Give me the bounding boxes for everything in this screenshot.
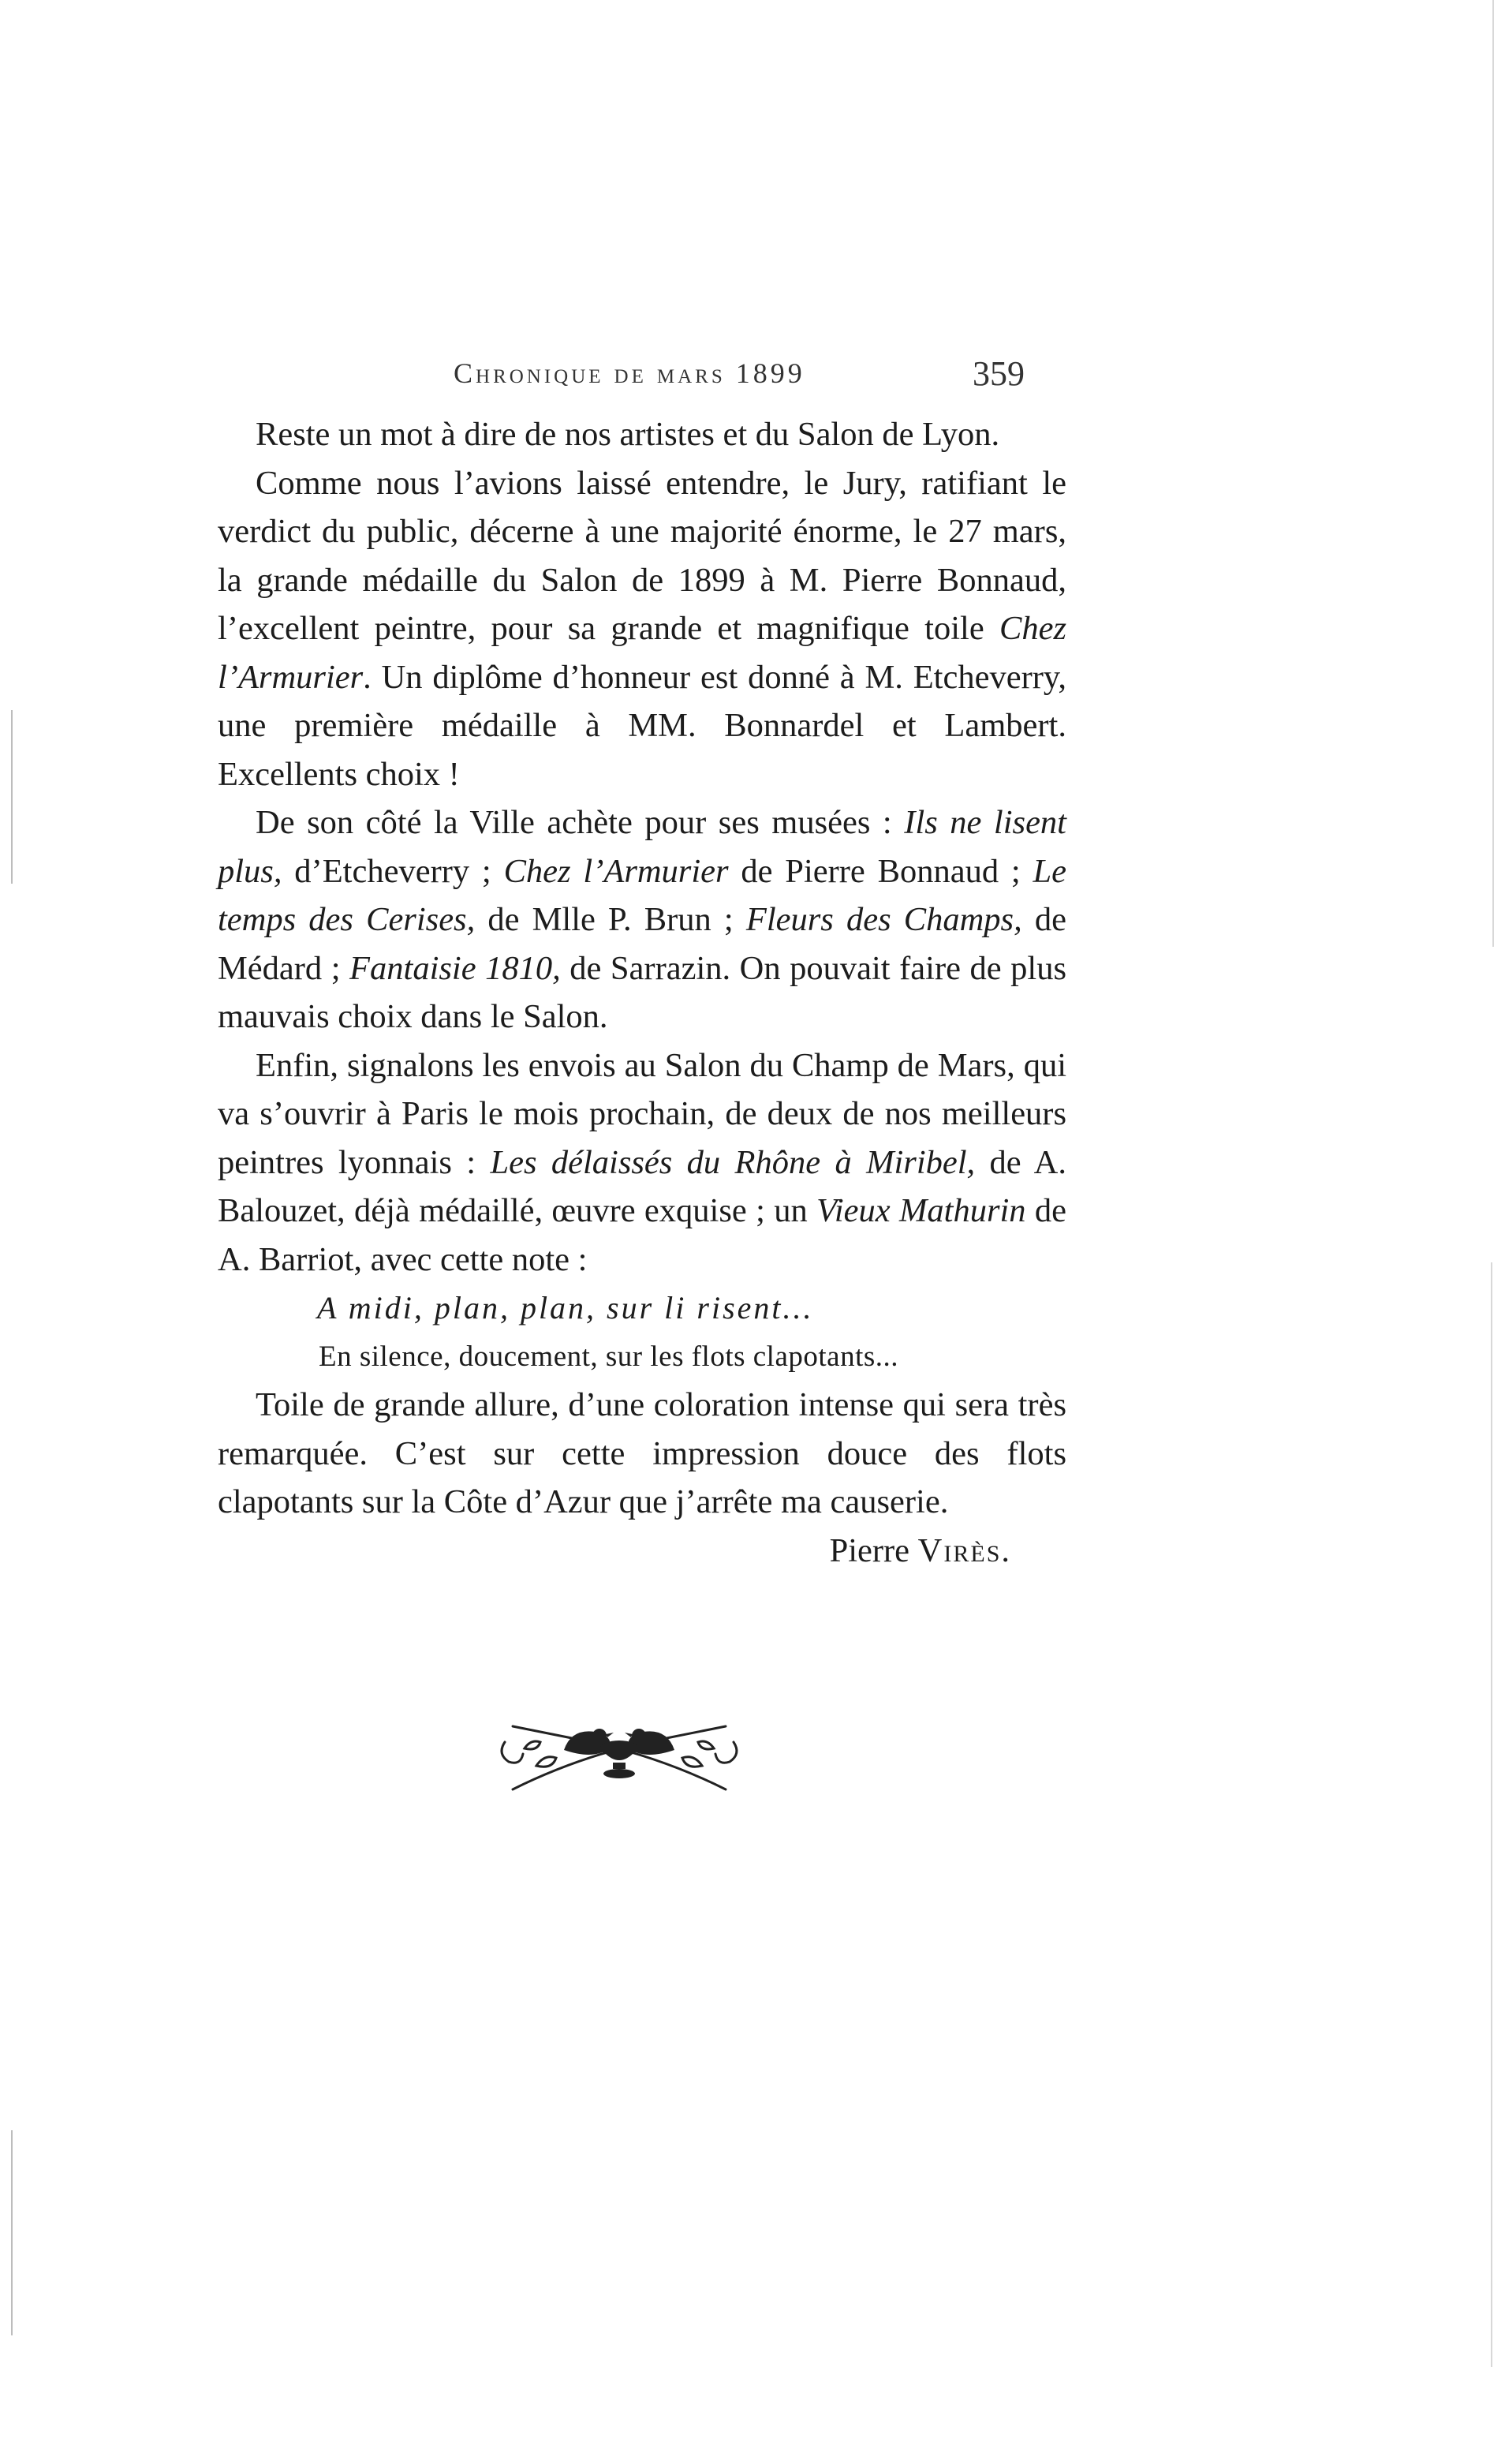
article-body	[218, 410, 1066, 1575]
scan-edge-left	[11, 710, 13, 884]
signature-first-name: Pierre	[829, 1531, 910, 1569]
paragraph-3-text-a: De son côté la Ville achète pour ses musées :	[256, 804, 905, 841]
artwork-title: Ils ne lisent plus,	[218, 804, 1066, 890]
paragraph-3	[218, 798, 1066, 1041]
birds-vignette-icon	[489, 1711, 749, 1797]
paragraph-4-text-b: de A. Balouzet, déjà médaillé, œuvre exquise ; un	[218, 1143, 1066, 1229]
scan-edge-right-lower	[1491, 1262, 1492, 2367]
paragraph-4-text-a: Enfin, signalons les envois au Salon du Champ de Mars, qui va s’ouvrir à Paris le mois prochain, de deux de nos meilleurs peintres lyonnais :	[218, 1046, 1066, 1181]
paragraph-5-text: Toile de grande allure, d’une coloration intense qui sera très remarquée. C’est sur cette impression douce des flots clapotants sur la Côte d’Azur que j’arrête ma causerie.	[218, 1386, 1066, 1520]
paragraph-3-text-b: d’Etcheverry ;	[282, 852, 504, 890]
artwork-title: Vieux Mathurin	[816, 1192, 1026, 1229]
scan-edge-right	[1492, 0, 1494, 947]
author-signature	[218, 1527, 1066, 1576]
artwork-title: Fleurs des Champs,	[745, 901, 1022, 938]
artwork-title: Les délaissés du Rhône à Miribel,	[490, 1143, 976, 1181]
paragraph-1	[218, 410, 1066, 459]
artwork-title: Le temps des Cerises,	[218, 852, 1067, 938]
verse-line-2: En silence, doucement, sur les flots clapotants...	[319, 1340, 899, 1373]
verse-line-1: A midi, plan, plan, sur li risent...	[317, 1290, 814, 1325]
paragraph-3-text-f: de Sarrazin. On pouvait faire de plus mauvais choix dans le Salon.	[218, 949, 1066, 1035]
paragraph-5	[218, 1381, 1066, 1527]
signature-last-name: Virès.	[917, 1531, 1011, 1569]
scan-edge-left-lower	[11, 2130, 13, 2335]
paragraph-4	[218, 1041, 1066, 1284]
running-title: Chronique de mars 1899	[454, 357, 805, 389]
paragraph-3-text-e: de Médard ;	[218, 901, 1066, 987]
artwork-title: Fantaisie 1810,	[349, 949, 561, 987]
artwork-title: Chez l’Armurier	[218, 610, 1066, 696]
paragraph-2-text-b: . Un diplôme d’honneur est donné à M. Etcheverry, une première médaille à MM. Bonnardel et Lambert. Excellents choix !	[218, 658, 1066, 793]
paragraph-2-text-a: Comme nous l’avions laissé entendre, le Jury, ratifiant le verdict du public, décerne à une majorité énorme, le 27 mars, la grande médaille du Salon de 1899 à M. Pierre Bonnaud, l’excellent peintre, pour sa grande et magnifique toile	[218, 464, 1066, 647]
page-number: 359	[973, 354, 1025, 393]
paragraph-3-text-c: de Pierre Bonnaud ;	[728, 852, 1033, 890]
paragraph-1-text: Reste un mot à dire de nos artistes et du Salon de Lyon.	[256, 416, 1000, 453]
paragraph-3-text-d: de Mlle P. Brun ;	[475, 901, 746, 938]
paragraph-2	[218, 459, 1066, 799]
artwork-title: Chez l’Armurier	[503, 852, 729, 890]
paragraph-4-text-c: de A. Barriot, avec cette note :	[218, 1192, 1066, 1278]
